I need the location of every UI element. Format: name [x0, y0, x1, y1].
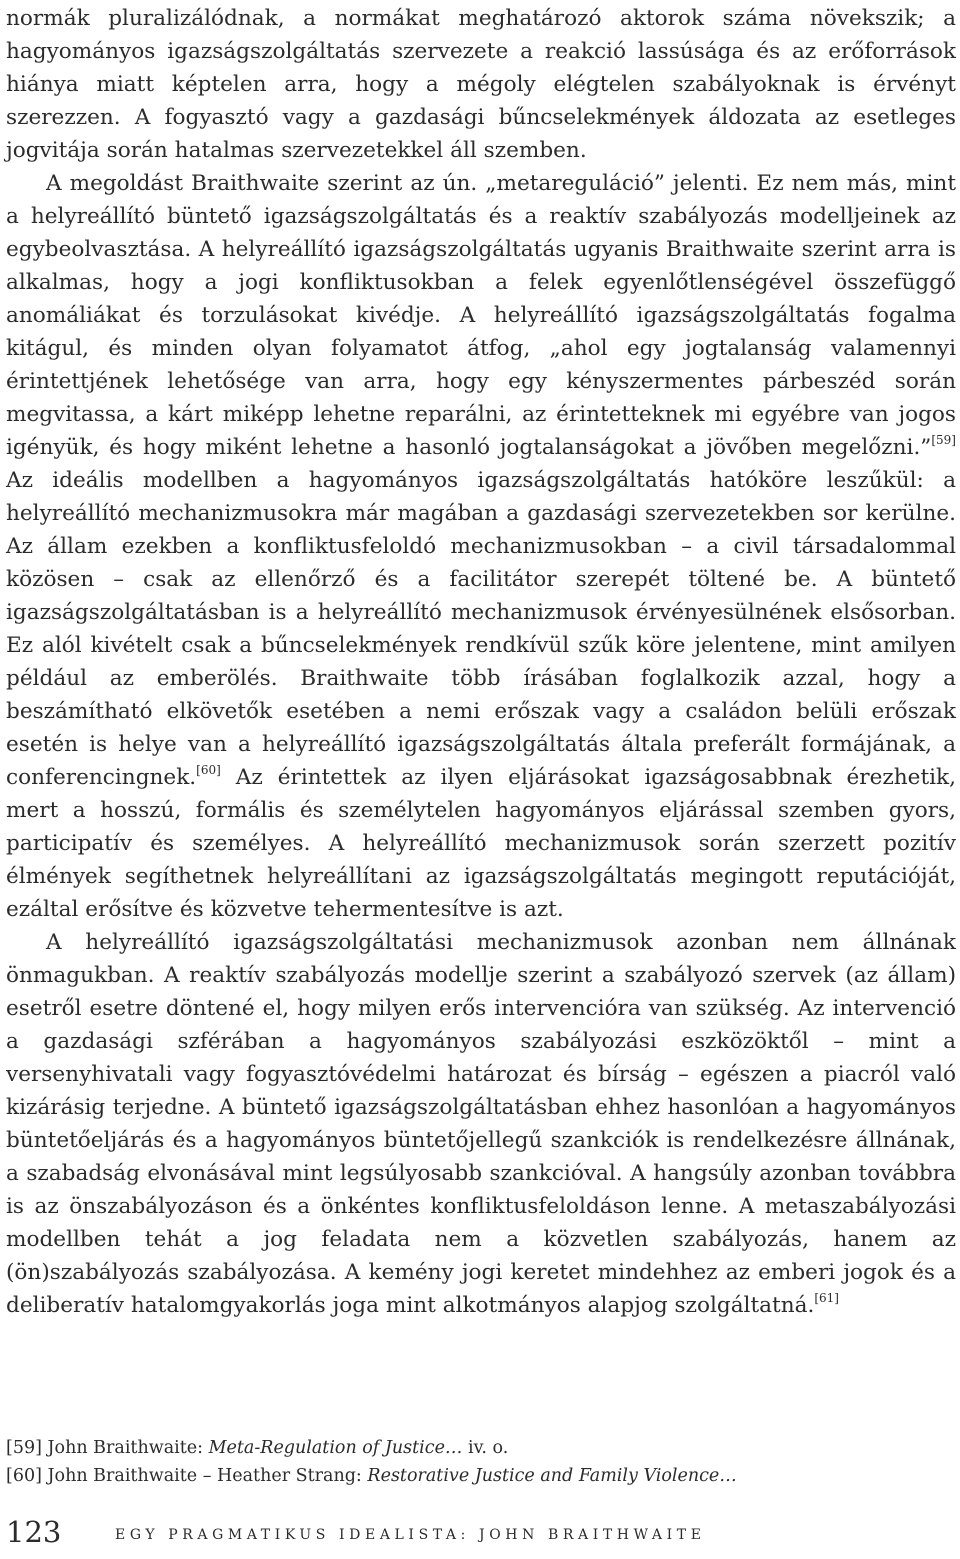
- footnote-60: [6, 1462, 956, 1490]
- body-text: [6, 2, 956, 1322]
- footnote-reference-61[interactable]: [61]: [814, 1291, 839, 1305]
- paragraph-1: [6, 2, 956, 167]
- footnote-59: [6, 1434, 956, 1462]
- paragraph-2: [6, 167, 956, 926]
- paragraph-text: A megoldást Braithwaite szerint az ún. „metareguláció” jelenti. Ez nem más, mint a helyreállító büntető igazságszolgáltatás és a reaktív szabályozás modelljeinek az egybeolvasztása. A helyreállító igazságszolgáltatás ugyanis Braithwaite szerint arra is alkalmas, hogy a jogi konfliktusokban a felek egyenlőtlenségével összefüggő anomáliákat és torzulásokat kivédje. A helyreállító igazságszolgáltatás fogalma kitágul, és minden olyan folyamatot átfog, „ahol egy jogtalanság valamennyi érintettjének lehetősége van arra, hogy egy kényszermentes párbeszéd során megvitassa, a kárt miképp lehetne reparálni, az érintetteknek mi egyébre van jogos igényük, és hogy miként lehetne a hasonló jogtalanságokat a jövőben megelőzni.”: [6, 171, 956, 460]
- footnote-rest: iv. o.: [468, 1438, 509, 1458]
- running-title: EGY PRAGMATIKUS IDEALISTA: JOHN BRAITHWAITE: [115, 1527, 706, 1543]
- footnote-author: John Braithwaite:: [47, 1438, 204, 1458]
- paragraph-text: Az érintettek az ilyen eljárásokat igazságosabbnak érezhetik, mert a hosszú, formális és személytelen hagyományos eljárással szemben gyors, participatív és személyes. A helyreállító mechanizmusok során szerzett pozitív élmények segíthetnek helyreállítani az igazságszolgáltatás megingott reputációját, ezáltal erősítve és közvetve tehermentesítve is azt.: [6, 765, 956, 922]
- paragraph-3: [6, 926, 956, 1322]
- footnote-title: Restorative Justice and Family Violence…: [367, 1466, 737, 1486]
- footnote-title: Meta-Regulation of Justice…: [208, 1438, 463, 1458]
- paragraph-text: normák pluralizálódnak, a normákat meghatározó aktorok száma növekszik; a hagyományos igazságszolgáltatás szervezete a reakció lassúsága és az erőforrások hiánya miatt képtelen arra, hogy a mégoly elégtelen szabályoknak is érvényt szerezzen. A fogyasztó vagy a gazdasági bűncselekmények áldozata az esetleges jogvitája során hatalmas szervezetekkel áll szemben.: [6, 6, 956, 163]
- paragraph-text: Az ideális modellben a hagyományos igazságszolgáltatás hatóköre leszűkül: a helyreállító mechanizmusokra már magában a gazdasági szervezetekben sor kerülne. Az állam ezekben a konfliktusfeloldó mechanizmusokban – a civil társadalommal közösen – csak az ellenőrző és a facilitátor szerepét töltené be. A büntető igazságszolgáltatásban is a helyreállító mechanizmusok érvényesülnének elsősorban. Ez alól kivételt csak a bűncselekmények rendkívül szűk köre jelentene, mint amilyen például az emberölés. Braithwaite több írásában foglalkozik azzal, hogy a beszámítható elkövetők esetében a nemi erőszak vagy a családon belüli erőszak esetén is helye van a helyreállító igazságszolgáltatás általa preferált formájának, a conferencingnek.: [6, 468, 956, 790]
- footnote-ref: [60]: [6, 1466, 42, 1486]
- footnote-reference-59[interactable]: [59]: [931, 433, 956, 447]
- footnote-author: John Braithwaite – Heather Strang:: [47, 1466, 362, 1486]
- footnotes-section: [6, 1434, 956, 1490]
- footnote-reference-60[interactable]: [60]: [196, 763, 221, 777]
- footnote-ref: [59]: [6, 1438, 42, 1458]
- page-number: 123: [6, 1515, 62, 1549]
- paragraph-text: A helyreállító igazságszolgáltatási mechanizmusok azonban nem állnának önmagukban. A reaktív szabályozás modellje szerint a szabályozó szervek (az állam) esetről esetre döntené el, hogy milyen erős intervencióra van szükség. Az intervenció a gazdasági szférában a hagyományos szabályozási eszközöktől – mint a versenyhivatali vagy fogyasztóvédelmi határozat és bírság – egészen a piacról való kizárásig terjedne. A büntető igazságszolgáltatásban ehhez hasonlóan a hagyományos büntetőeljárás és a hagyományos büntetőjellegű szankciók is rendelkezésre állnának, a szabadság elvonásával mint legsúlyosabb szankcióval. A hangsúly azonban továbbra is az önszabályozáson és a önkéntes konfliktusfeloldáson lenne. A metaszabályozási modellben tehát a jog feladata nem a közvetlen szabályozás, hanem az (ön)szabályozás szabályozása. A kemény jogi keretet mindehhez az emberi jogok és a deliberatív hatalomgyakorlás joga mint alkotmányos alapjog szolgáltatná.: [6, 930, 956, 1318]
